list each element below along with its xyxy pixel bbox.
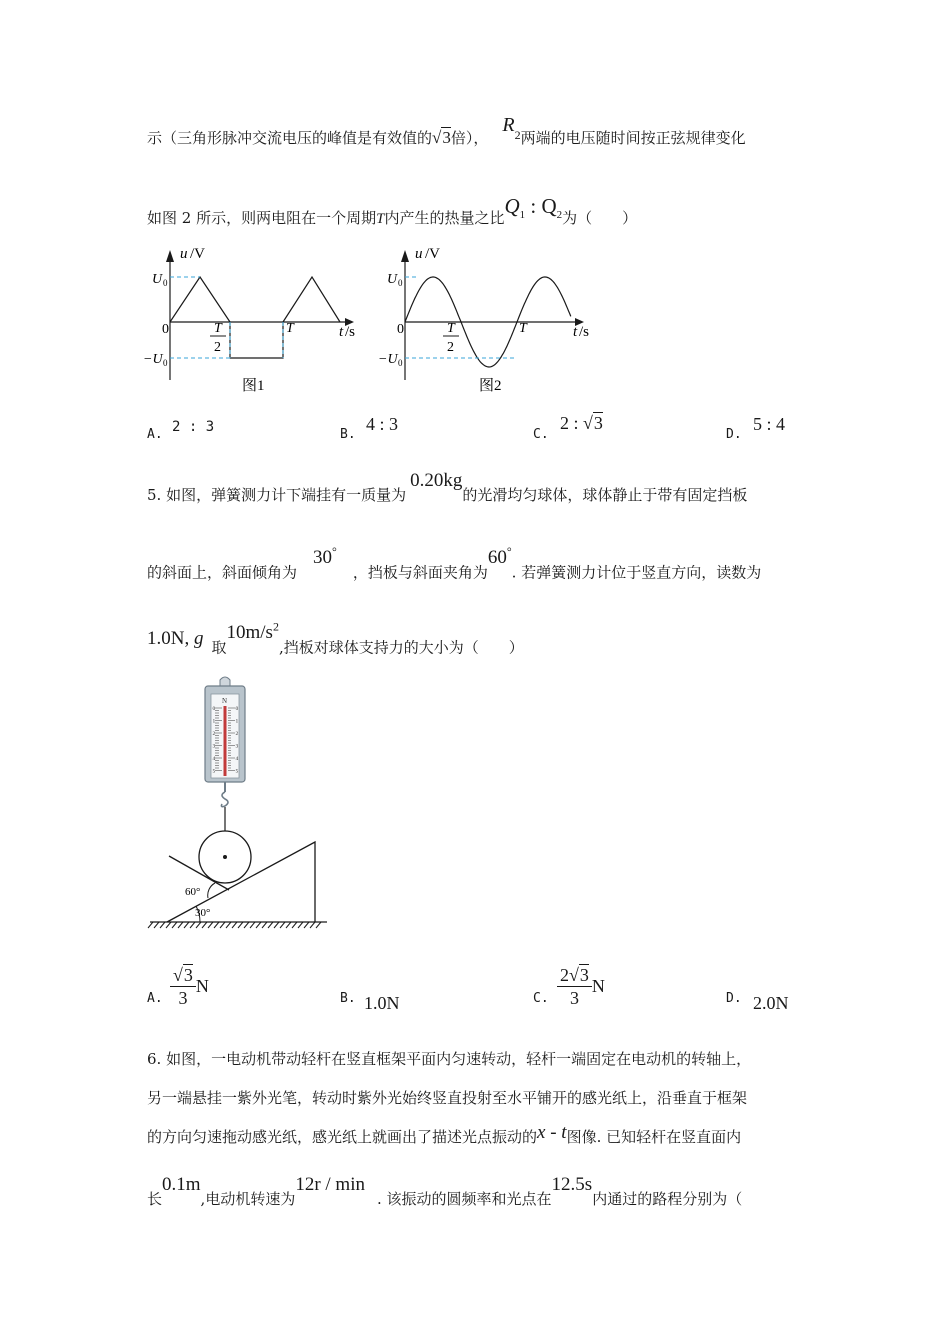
ground-hatch-line bbox=[244, 922, 249, 928]
ground-hatch-line bbox=[256, 922, 261, 928]
svg-text:/s: /s bbox=[345, 324, 356, 340]
scale-number: 3 bbox=[212, 743, 216, 750]
svg-text:/V: /V bbox=[190, 246, 205, 262]
q5-line2: 的斜面上，斜面倾角为30°，挡板与斜面夹角为60°. 若弹簧测力计位于竖直方向，读数为 bbox=[147, 545, 762, 582]
scale-number: 5 bbox=[212, 768, 216, 775]
fig2-y-label: u bbox=[415, 246, 423, 262]
fig1-t-tick: T bbox=[286, 321, 294, 336]
rod-length: 0.1m bbox=[162, 1174, 201, 1195]
ground-hatch-line bbox=[190, 922, 195, 928]
svg-text:N: N bbox=[222, 697, 228, 705]
svg-text:/V: /V bbox=[425, 246, 440, 262]
ground-hatch-line bbox=[202, 922, 207, 928]
angle-30-label: 30° bbox=[195, 907, 211, 919]
fig1-u0: U bbox=[152, 272, 163, 287]
ground-hatch-line bbox=[208, 922, 213, 928]
svg-text:/s: /s bbox=[579, 324, 590, 340]
figure2-graph bbox=[375, 240, 615, 400]
motor-speed: 12r / min bbox=[295, 1174, 365, 1195]
xt-symbol: x - t bbox=[537, 1122, 567, 1143]
fig2-u0: U bbox=[387, 272, 398, 287]
scale-hook bbox=[221, 792, 228, 807]
g-value: $10m/s^2$ bbox=[226, 620, 279, 644]
scale-number: 4 bbox=[235, 756, 239, 762]
fig1-y-label: u bbox=[180, 246, 188, 262]
scale-number: 2 bbox=[235, 731, 239, 737]
ground-hatch-line bbox=[160, 922, 165, 928]
q6-line1: 6. 如图，一电动机带动轻杆在竖直框架平面内匀速转动，轻杆一端固定在电动机的转轴上， bbox=[147, 1050, 752, 1068]
fig1-half-t: T bbox=[214, 321, 222, 336]
svg-text:0: 0 bbox=[398, 358, 403, 368]
ground-hatch-line bbox=[238, 922, 243, 928]
ground-hatch-line bbox=[196, 922, 201, 928]
svg-text:0: 0 bbox=[163, 278, 168, 288]
ground-hatch-line bbox=[268, 922, 273, 928]
scale-top-hook bbox=[220, 677, 230, 686]
q5-figure bbox=[145, 676, 335, 932]
scale-number: 0 bbox=[235, 706, 239, 712]
q5-line3: 1.0N, g 取$10m/s^2$,挡板对球体支持力的大小为（ ） bbox=[147, 620, 524, 657]
svg-text:0: 0 bbox=[163, 358, 168, 368]
ground-hatch-line bbox=[274, 922, 279, 928]
q6-line3: 的方向匀速拖动感光纸，感光纸上就画出了描述光点振动的x - t图像. 已知轻杆在竖直面内 bbox=[147, 1122, 742, 1146]
ground-hatch-line bbox=[292, 922, 297, 928]
svg-text:0: 0 bbox=[398, 278, 403, 288]
ground-hatch-line bbox=[214, 922, 219, 928]
ground-hatch-line bbox=[262, 922, 267, 928]
incline-angle: 30° bbox=[313, 545, 337, 569]
fig1-x-label: t bbox=[339, 324, 344, 340]
sqrt3-inline: √3 bbox=[432, 128, 451, 147]
figure1-graph bbox=[140, 240, 380, 400]
ground-hatch-line bbox=[232, 922, 237, 928]
board-angle: 60° bbox=[487, 545, 512, 569]
svg-text:0: 0 bbox=[162, 322, 169, 337]
ground-hatch-line bbox=[178, 922, 183, 928]
ground-hatch-line bbox=[172, 922, 177, 928]
ground-hatch-line bbox=[148, 922, 153, 928]
scale-number: 0 bbox=[212, 706, 216, 712]
time-value: 12.5s bbox=[551, 1174, 593, 1195]
ground-hatch-line bbox=[316, 922, 321, 928]
svg-text:2: 2 bbox=[447, 340, 454, 355]
fig2-caption: 图2 bbox=[479, 378, 502, 394]
angle-60-label: 60° bbox=[185, 886, 201, 898]
scale-number: 2 bbox=[212, 731, 216, 737]
ground-hatch-line bbox=[286, 922, 291, 928]
q4-line1: 示（三角形脉冲交流电压的峰值是有效值的√3倍），$R^2$两端的电压随时间按正弦规律变化 bbox=[147, 114, 746, 147]
ground-hatch-line bbox=[310, 922, 315, 928]
ground-hatch-line bbox=[166, 922, 171, 928]
ground-hatch-line bbox=[154, 922, 159, 928]
svg-text:0: 0 bbox=[397, 322, 404, 337]
ground-hatch-line bbox=[280, 922, 285, 928]
scale-number: 1 bbox=[212, 718, 216, 725]
scale-number: 4 bbox=[212, 756, 216, 762]
fig2-half-t: T bbox=[447, 321, 455, 336]
q4-line2: 如图 2 所示，则两电阻在一个周期T内产生的热量之比$Q_1$ : $Q_2$为（ ） bbox=[147, 194, 638, 227]
ground-hatch-line bbox=[304, 922, 309, 928]
scale-indicator bbox=[224, 706, 227, 776]
r2-symbol: R bbox=[502, 114, 515, 136]
ground-hatch-line bbox=[220, 922, 225, 928]
ground-hatch-line bbox=[298, 922, 303, 928]
fig2-x-label: t bbox=[573, 324, 578, 340]
ground-hatch-line bbox=[250, 922, 255, 928]
q6-line2: 另一端悬挂一紫外光笔，转动时紫外光始终竖直投射至水平铺开的感光纸上，沿垂直于框架 bbox=[147, 1089, 748, 1107]
fig1-neg-u0: −U bbox=[143, 352, 163, 367]
scale-number: 3 bbox=[235, 743, 239, 750]
svg-text:2: 2 bbox=[214, 340, 221, 355]
q6-line4: 长0.1m,电动机转速为12r / min. 该振动的圆频率和光点在12.5s内通过的路程分别为（ bbox=[147, 1174, 743, 1208]
scale-number: 5 bbox=[235, 768, 239, 775]
ground-hatch-line bbox=[184, 922, 189, 928]
fig1-caption: 图1 bbox=[242, 378, 265, 394]
q5-line1: 5. 如图，弹簧测力计下端挂有一质量为0.20kg的光滑均匀球体，球体静止于带有固定挡板 bbox=[147, 470, 748, 504]
ground-hatch-line bbox=[226, 922, 231, 928]
heat-ratio: $Q_1$ : $Q_2$ bbox=[504, 194, 563, 222]
fig2-neg-u0: −U bbox=[378, 352, 398, 367]
scale-number: 1 bbox=[235, 718, 239, 725]
fig2-t-tick: T bbox=[519, 321, 527, 336]
mass-value: 0.20kg bbox=[410, 470, 463, 491]
